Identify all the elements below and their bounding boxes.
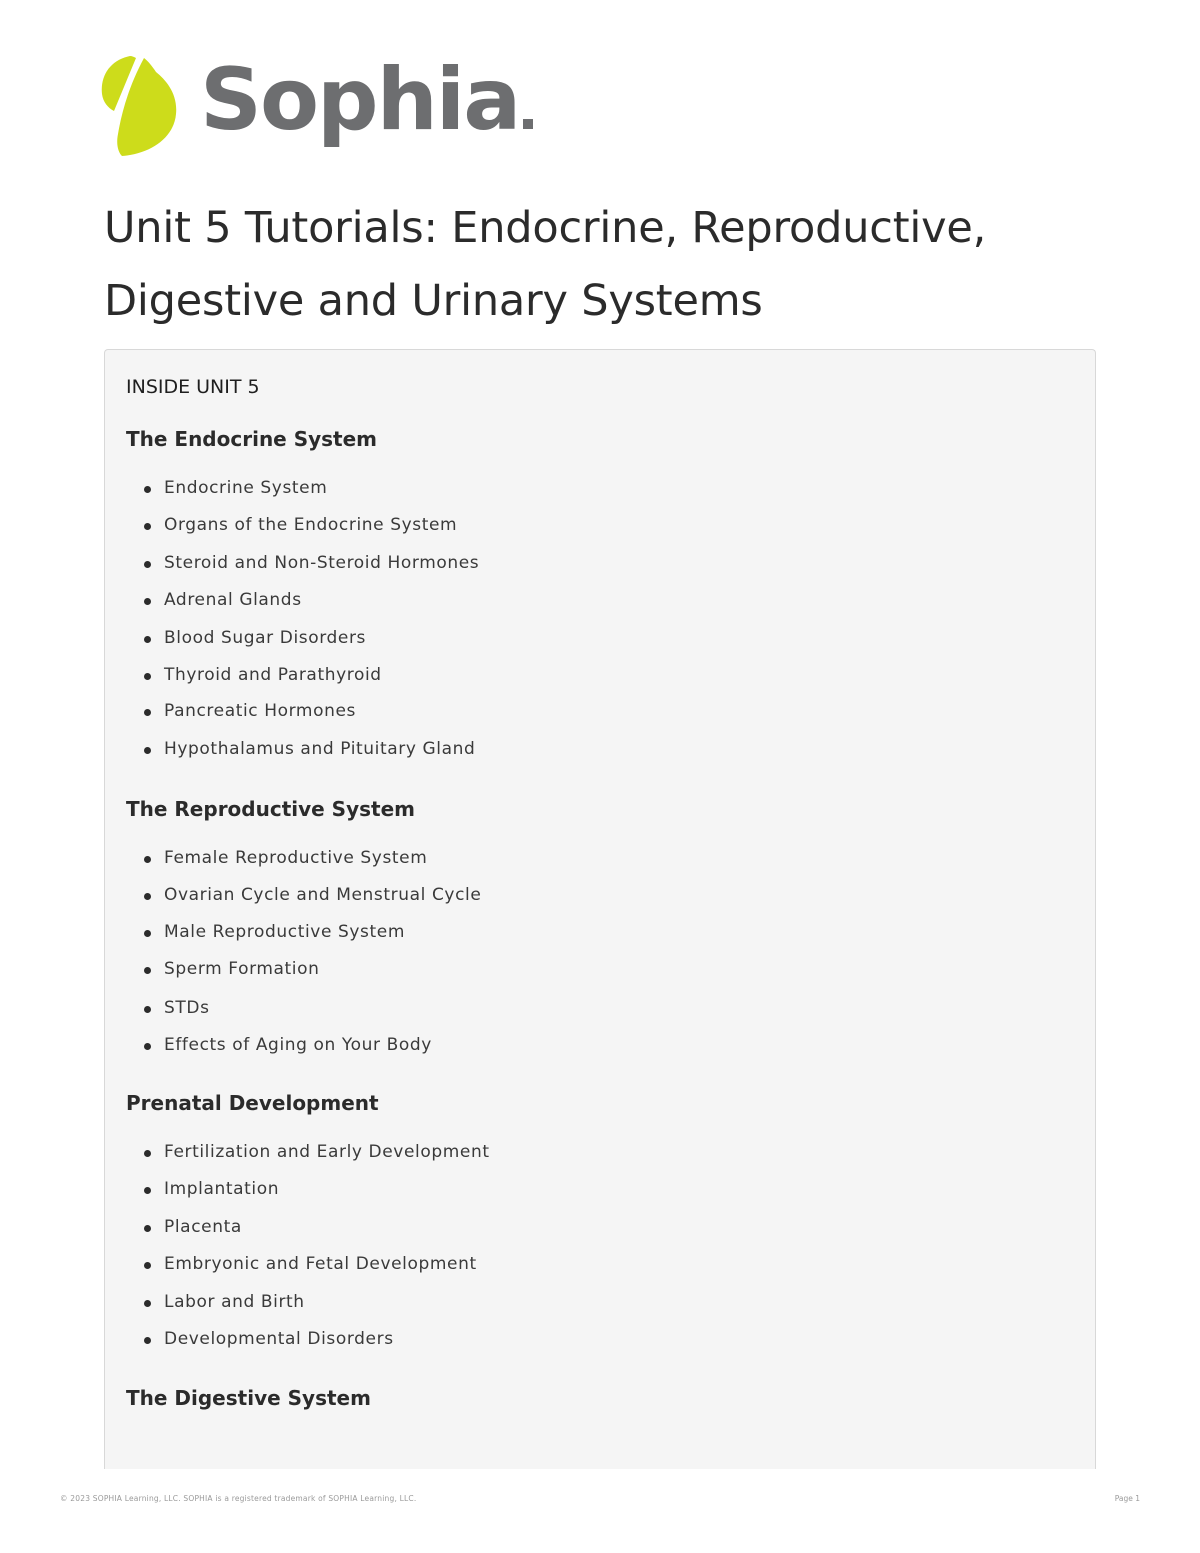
bullet-icon <box>144 561 151 568</box>
bullet-icon <box>144 1337 151 1344</box>
bullet-icon <box>144 893 151 900</box>
section-heading-reproductive: The Reproductive System <box>126 797 415 821</box>
bullet-icon <box>144 1006 151 1013</box>
section-heading-endocrine: The Endocrine System <box>126 427 378 451</box>
sophia-s-leaf-icon <box>100 54 178 158</box>
section-heading-digestive: The Digestive System <box>126 1386 371 1410</box>
sophia-logo <box>100 52 533 160</box>
bullet-icon <box>144 673 151 680</box>
sophia-wordmark: Sophia <box>200 57 533 143</box>
bullet-icon <box>144 930 151 937</box>
bullet-icon <box>144 1300 151 1307</box>
bullet-icon <box>144 523 151 530</box>
bullet-icon <box>144 1150 151 1157</box>
wordmark-dot <box>523 119 533 129</box>
bullet-icon <box>144 486 151 493</box>
section-heading-prenatal: Prenatal Development <box>126 1091 379 1115</box>
page-title: Unit 5 Tutorials: Endocrine, Reproductive, Digestive and Urinary Systems <box>104 203 987 326</box>
bullet-icon <box>144 856 151 863</box>
bullet-icon <box>144 709 151 716</box>
bullet-icon <box>144 636 151 643</box>
unit-contents-box: INSIDE UNIT 5 The Endocrine System Endocrine System Organs of the Endocrine System Steroid and Non-Steroid Hormones Adrenal Glands Blood Sugar Disorders Thyroid and Parathyroid Pancreatic Hormones Hypothalamus and Pituitary Gland The Reproductive System Female Reproductive System Ovarian Cycle and Menstrual Cycle Male Reproductive System Sperm Formation STDs Effects of Aging on Your Body Prenatal Development Fertilization and Early Development Implantation Placenta Embryonic and Fetal Development Labor and Birth Developmental Disorders The Digestive System <box>104 349 1096 1469</box>
footer-page-number: Page 1 <box>1114 1494 1140 1503</box>
bullet-icon <box>144 747 151 754</box>
bullet-icon <box>144 1043 151 1050</box>
footer-copyright: © 2023 SOPHIA Learning, LLC. SOPHIA is a registered trademark of SOPHIA Learning, LLC. <box>60 1494 417 1503</box>
bullet-icon <box>144 1262 151 1269</box>
bullet-icon <box>144 1225 151 1232</box>
bullet-icon <box>144 967 151 974</box>
bullet-icon <box>144 1187 151 1194</box>
inside-unit-label: INSIDE UNIT 5 <box>126 376 260 398</box>
bullet-icon <box>144 598 151 605</box>
